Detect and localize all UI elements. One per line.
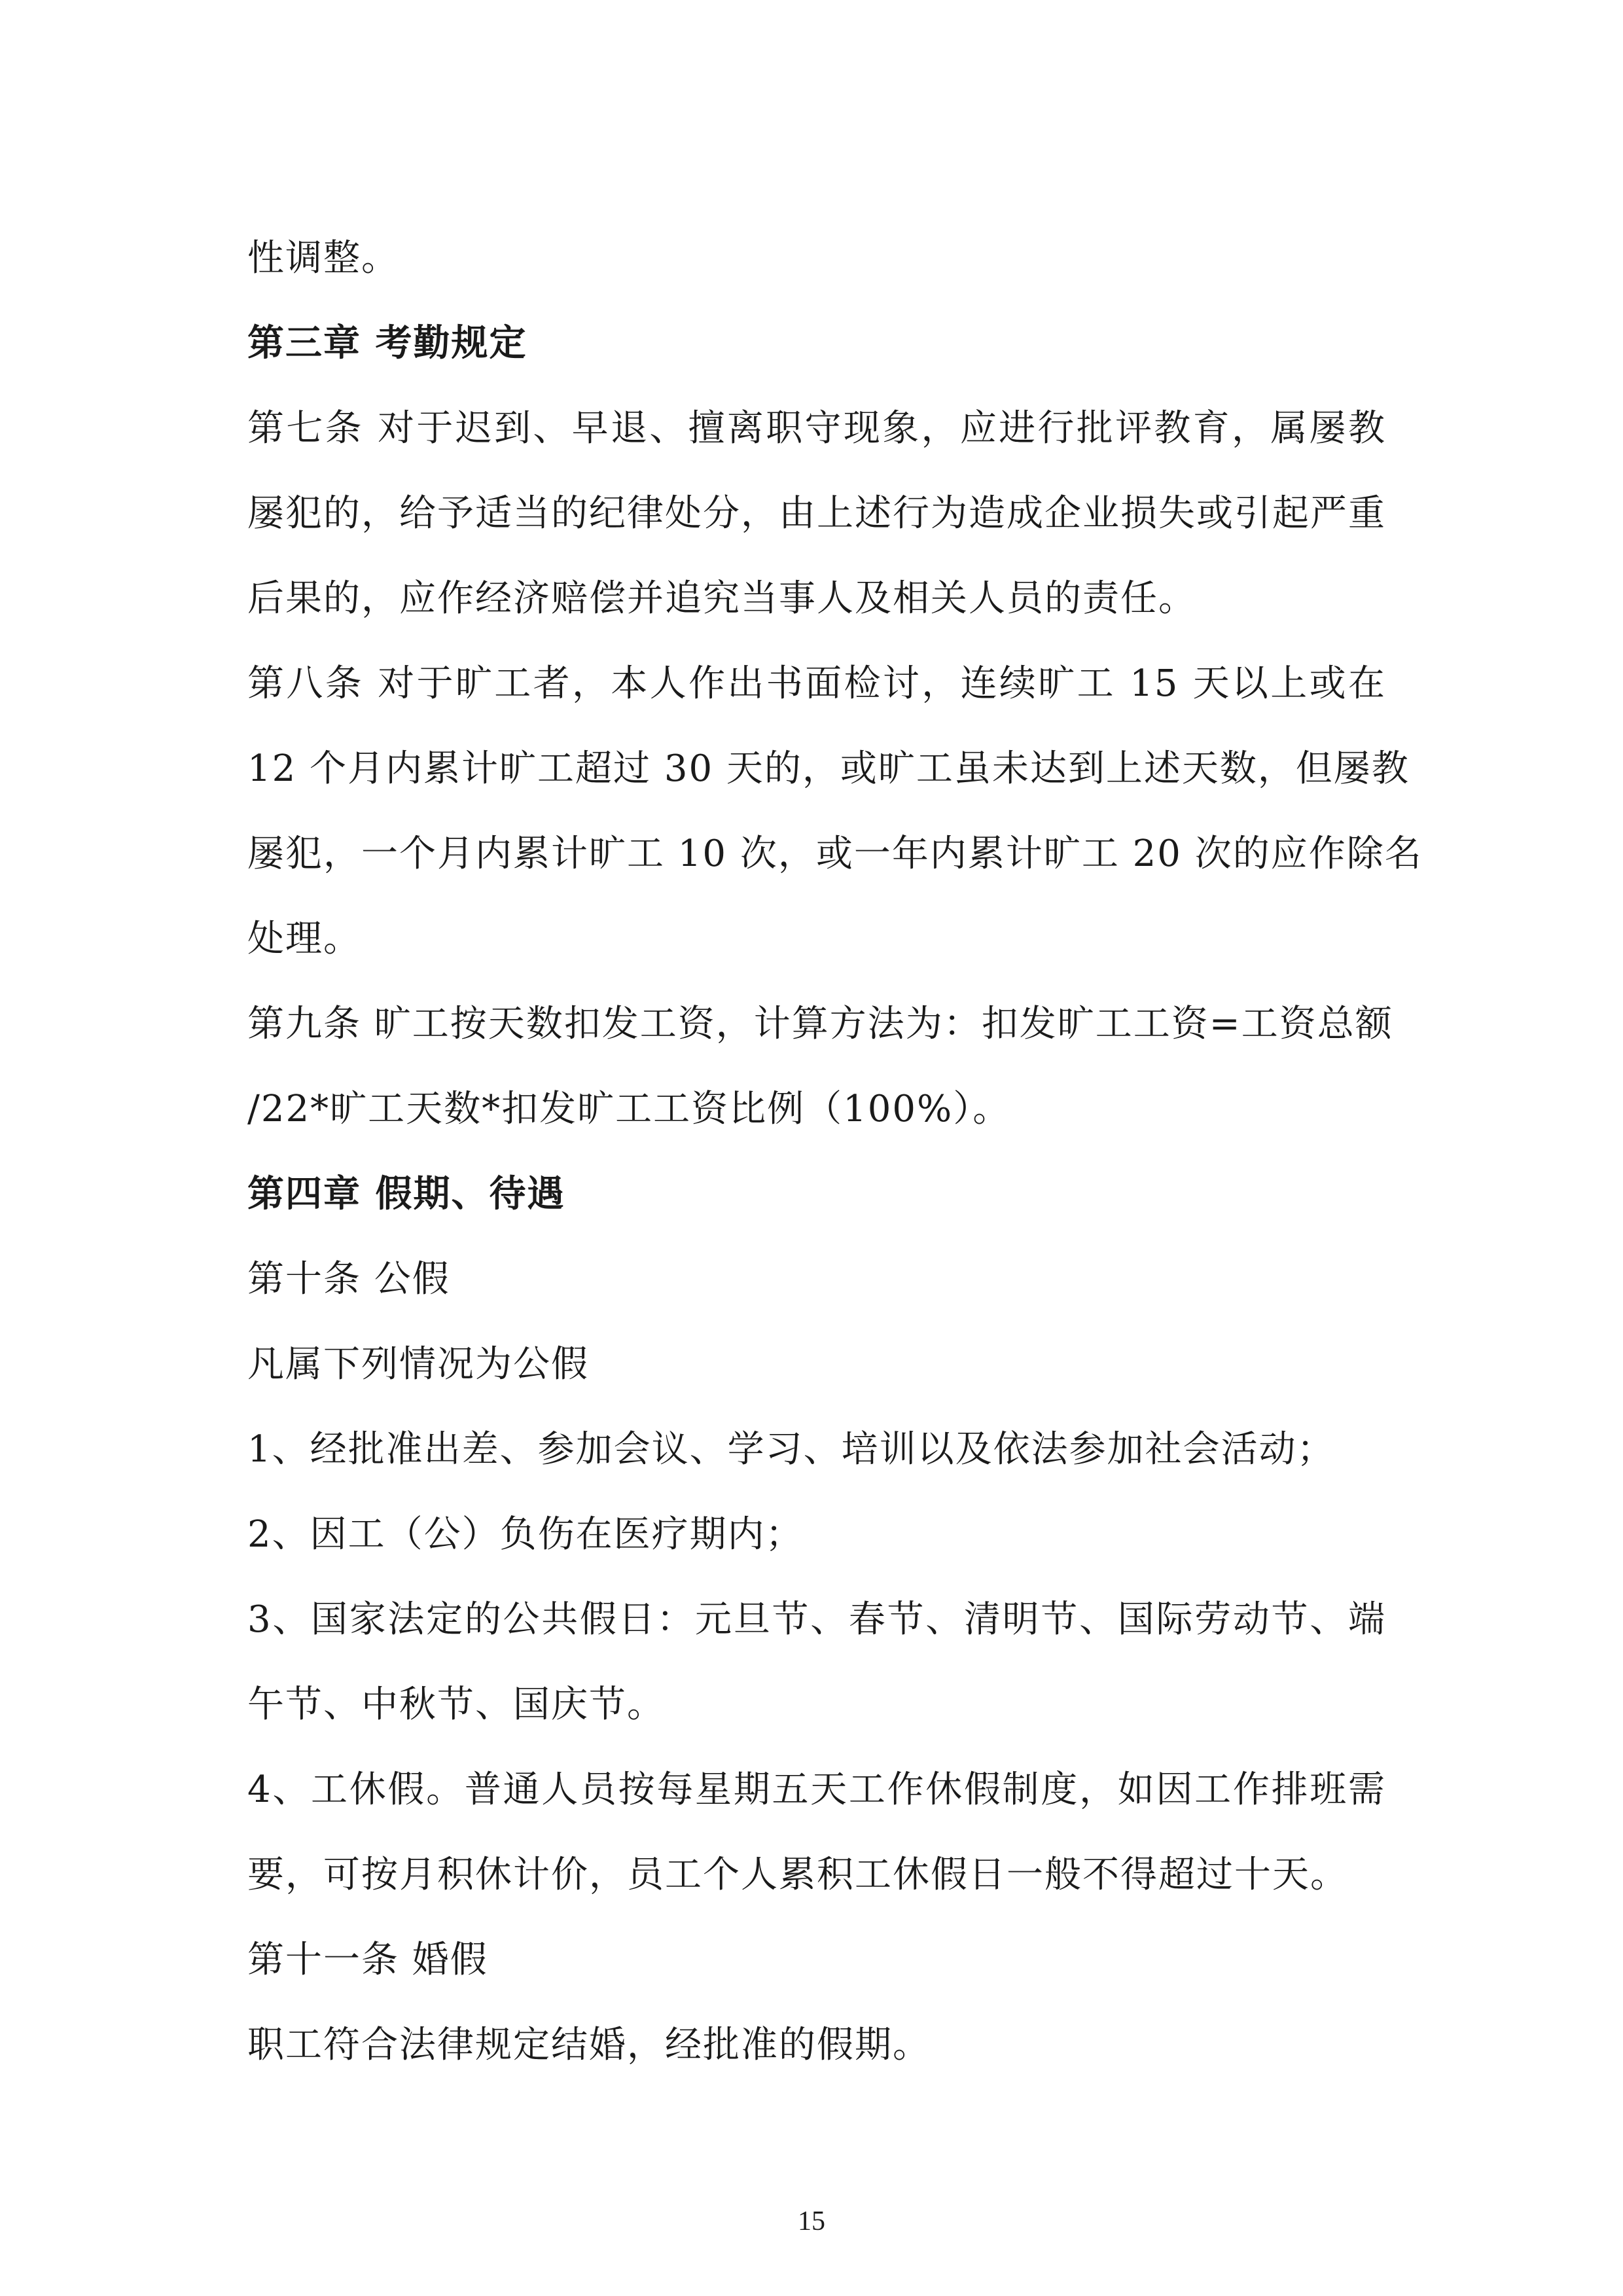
paragraph-line: 屡犯的，给予适当的纪律处分，由上述行为造成企业损失或引起严重 [247, 492, 1386, 535]
list-item: 3、国家法定的公共假日：元旦节、春节、清明节、国际劳动节、端 [247, 1598, 1386, 1641]
paragraph-line: 第七条 对于迟到、早退、擅离职守现象，应进行批评教育，属屡教 [247, 407, 1386, 450]
article-heading: 第十条 公假 [247, 1258, 450, 1300]
list-item: 1、经批准出差、参加会议、学习、培训以及依法参加社会活动； [247, 1428, 1335, 1471]
paragraph-line: 第八条 对于旷工者，本人作出书面检讨，连续旷工 15 天以上或在 [247, 662, 1386, 705]
document-body [247, 216, 1423, 2088]
chapter-heading: 第三章 考勤规定 [247, 322, 527, 365]
list-item-continuation: 午节、中秋节、国庆节。 [247, 1683, 665, 1726]
paragraph-line: 第九条 旷工按天数扣发工资，计算方法为：扣发旷工工资=工资总额 [247, 1003, 1393, 1045]
paragraph-line: 性调整。 [247, 237, 399, 279]
page-number: 15 [798, 2206, 825, 2236]
article-heading: 第十一条 婚假 [247, 1939, 488, 1981]
paragraph-line: /22*旷工天数*扣发旷工工资比例（100%）。 [247, 1088, 1011, 1130]
paragraph-line: 凡属下列情况为公假 [247, 1343, 589, 1386]
paragraph-line: 屡犯，一个月内累计旷工 10 次，或一年内累计旷工 20 次的应作除名 [247, 833, 1423, 875]
paragraph-line: 职工符合法律规定结婚，经批准的假期。 [247, 2024, 931, 2066]
paragraph-line: 处理。 [247, 918, 361, 960]
list-item: 2、因工（公）负伤在医疗期内； [247, 1513, 804, 1556]
chapter-heading: 第四章 假期、待遇 [247, 1173, 565, 1215]
paragraph-line: 12 个月内累计旷工超过 30 天的，或旷工虽未达到上述天数，但屡教 [247, 747, 1410, 790]
paragraph-line: 后果的，应作经济赔偿并追究当事人及相关人员的责任。 [247, 577, 1196, 620]
list-item: 4、工休假。普通人员按每星期五天工作休假制度，如因工作排班需 [247, 1768, 1386, 1811]
list-item-continuation: 要，可按月积休计价，员工个人累积工休假日一般不得超过十天。 [247, 1854, 1348, 1896]
